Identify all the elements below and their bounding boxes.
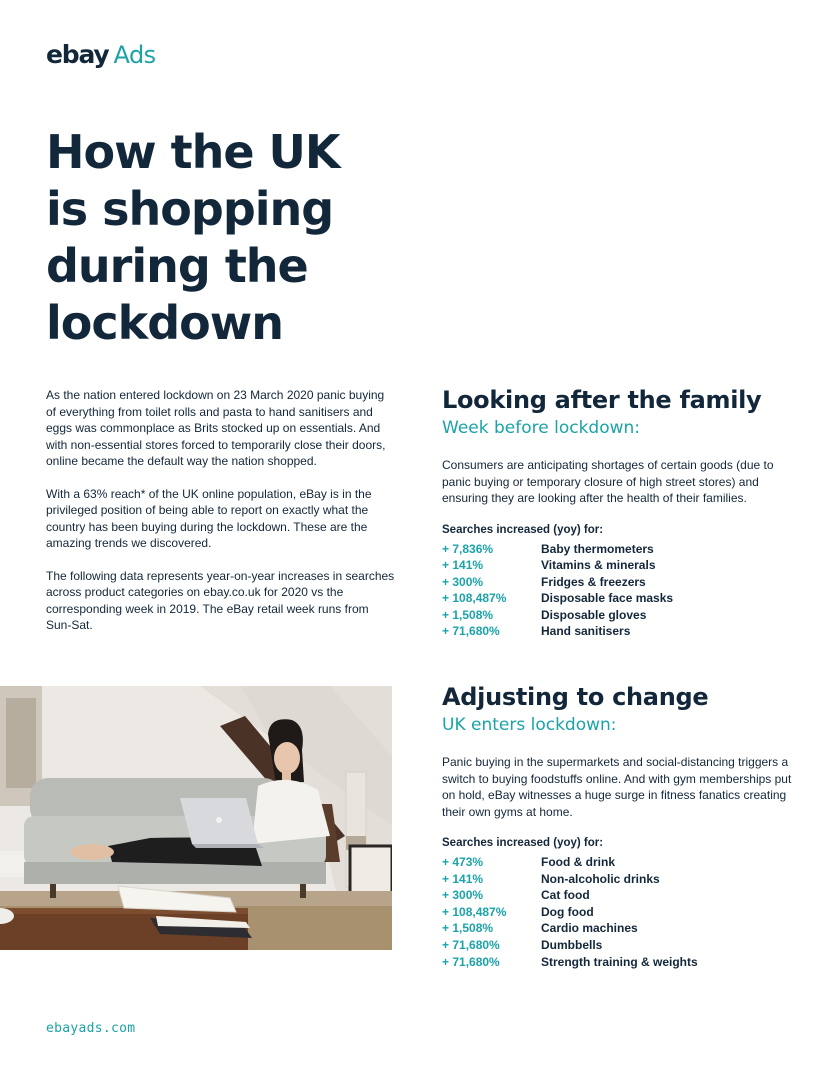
stat-value: + 1,508% xyxy=(442,921,494,936)
stats-list xyxy=(442,854,792,970)
stat-value: + 71,680% xyxy=(442,937,500,952)
stat-label: Vitamins & minerals xyxy=(541,558,656,573)
section-title: Looking after the family xyxy=(442,386,762,414)
stat-row xyxy=(442,904,792,921)
ebay-ads-logo xyxy=(46,40,156,70)
page-title: How the UK is shopping during the lockdown xyxy=(46,125,340,350)
stat-value: + 141% xyxy=(442,871,484,886)
woman-laptop-sofa-photo xyxy=(0,686,392,950)
section-change xyxy=(442,682,792,970)
stat-row xyxy=(442,607,792,624)
stat-value: + 473% xyxy=(442,855,484,869)
intro-paragraph: As the nation entered lockdown on 23 March 2020 panic buying of everything from toilet rolls and pasta to hand sanitisers and eggs was commonplace as Brits stocked up on essentials. And with non-essential stores forced to temporarily close their doors, online became the default way the nation shopped. xyxy=(46,388,386,468)
stat-value: + 108,487% xyxy=(442,591,507,606)
stat-row xyxy=(442,590,792,607)
stat-label: Disposable face masks xyxy=(541,591,674,606)
stat-row xyxy=(442,854,792,871)
stat-label: Cat food xyxy=(541,888,590,903)
stat-label: Fridges & freezers xyxy=(541,574,646,589)
stat-label: Cardio machines xyxy=(541,921,638,936)
stat-row xyxy=(442,574,792,591)
section-text: Panic buying in the supermarkets and social-distancing triggers a switch to buying foodstuffs online. And with gym memberships put on hold, eBay witnesses a huge surge in fitness fanatics creating their own gyms at home. xyxy=(442,755,792,819)
stat-row xyxy=(442,541,792,558)
logo-word: ebay xyxy=(46,40,109,69)
stat-label: Baby thermometers xyxy=(541,541,654,556)
intro-paragraph: The following data represents year-on-year increases in searches across product categories on ebay.co.uk for 2020 vs the corresponding week in 2019. The eBay retail week runs from Sun-Sat. xyxy=(46,568,395,632)
stat-label: Strength training & weights xyxy=(541,954,698,969)
stat-value: + 141% xyxy=(442,558,484,573)
stat-label: Dumbbells xyxy=(541,937,603,952)
stat-row xyxy=(442,954,792,971)
stat-row xyxy=(442,920,792,937)
stat-value: + 71,680% xyxy=(442,624,500,639)
stat-label: Dog food xyxy=(541,904,594,919)
section-family xyxy=(442,385,792,640)
stat-row xyxy=(442,937,792,954)
stat-row xyxy=(442,871,792,888)
section-text: Consumers are anticipating shortages of certain goods (due to panic buying or temporary closure of high street stores) and ensuring they are looking after the health of their families. xyxy=(442,458,774,505)
logo-suffix: Ads xyxy=(113,41,156,69)
stats-heading: Searches increased (yoy) for: xyxy=(442,837,604,849)
section-subtitle: UK enters lockdown: xyxy=(442,715,617,735)
stat-row xyxy=(442,623,792,640)
stats-heading: Searches increased (yoy) for: xyxy=(442,523,604,536)
section-subtitle: Week before lockdown: xyxy=(442,418,641,438)
stat-value: + 300% xyxy=(442,888,484,903)
stat-value: + 71,680% xyxy=(442,954,500,969)
section-title: Adjusting to change xyxy=(442,683,709,711)
stat-label: Food & drink xyxy=(541,855,615,869)
stat-row xyxy=(442,887,792,904)
stat-value: + 108,487% xyxy=(442,904,507,919)
stat-value: + 1,508% xyxy=(442,607,494,622)
stat-label: Disposable gloves xyxy=(541,607,647,622)
intro-paragraph: With a 63% reach* of the UK online population, eBay is in the privileged position of being able to report on exactly what the country has been buying during the lockdown. These are the amazing trends we discovered. xyxy=(46,486,372,550)
stat-value: + 7,836% xyxy=(442,541,494,556)
stat-label: Hand sanitisers xyxy=(541,624,631,639)
footer-website-link[interactable]: ebayads.com xyxy=(46,1021,136,1036)
stat-value: + 300% xyxy=(442,574,484,589)
stat-label: Non-alcoholic drinks xyxy=(541,871,660,886)
intro-text xyxy=(46,387,396,650)
stats-list xyxy=(442,541,792,641)
stat-row xyxy=(442,557,792,574)
